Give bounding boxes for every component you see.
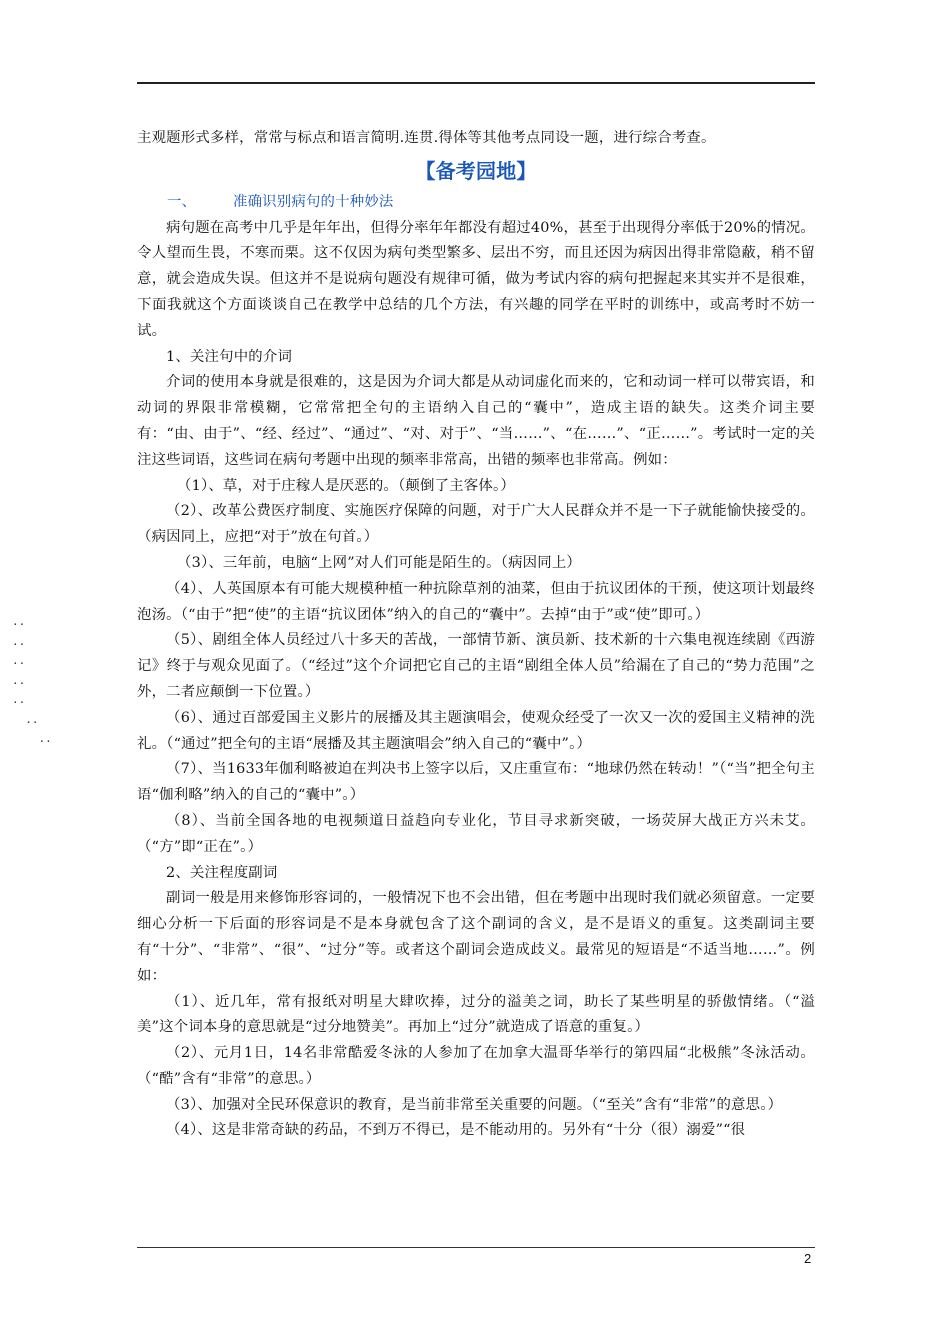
margin-mark: .. bbox=[12, 634, 26, 648]
example-item: （4）、人英国原本有可能大规模种植一种抗除草剂的油菜，但由于抗议团体的干预，使这项计划最终泡汤。（“由于”把“使”的主语“抗议团体”纳入的自己的“囊中”。去掉“由于”或“使”即可。） bbox=[137, 580, 815, 623]
example-item: （8）、当前全国各地的电视频道日益趋向专业化，节目寻求新突破，一场荧屏大战正方兴未艾。（“方”即“正在”。） bbox=[137, 812, 815, 855]
example-item: （2）、改革公费医疗制度、实施医疗保障的问题，对于广大人民群众并不是一下子就能愉快接受的。（病因同上，应把“对于”放在句首。） bbox=[137, 503, 815, 546]
example-item: （1）、草，对于庄稼人是厌恶的。（颠倒了主客体。） bbox=[177, 477, 515, 494]
subsection-title: 准确识别病句的十种妙法 bbox=[233, 193, 394, 210]
example-item: （2）、元月1日，14名非常酷爱冬泳的人参加了在加拿大温哥华举行的第四届“北极熊”冬泳活动。（“酷”含有“非常”的意思。） bbox=[137, 1045, 815, 1087]
header-rule bbox=[137, 82, 815, 84]
method-title: 1、关注句中的介词 bbox=[166, 348, 293, 365]
margin-mark: .. bbox=[12, 654, 26, 667]
intro-line: 主观题形式多样，常常与标点和语言简明.连贯.得体等其他考点同设一题，进行综合考查。 bbox=[137, 130, 716, 146]
opening-paragraph: 病句题在高考中几乎是年年出，但得分率年年都没有超过40%，甚至于出现得分率低于20%的情况。令人望而生畏，不寒而栗。这不仅因为病句类型繁多、层出不穷，而且还因为病因出得非常隐蔽，稍不留意，就会造成失误。但这并不是说病句题没有规律可循，做为考试内容的病句把握起来其实并不是很难，下面我就这个方面谈谈自己在教学中总结的几个方法，有兴趣的同学在平时的训练中，或高考时不妨一试。 bbox=[137, 219, 815, 339]
method-body: 副词一般是用来修饰形容词的，一般情况下也不会出错，但在考题中出现时我们就必须留意。一定要细心分析一下后面的形容词是不是本身就包含了这个副词的含义，是不是语义的重复。这类副词主要有“十分”、“非常”、“很”、“过分”等。或者这个副词会造成歧义。最常见的短语是“不适当地……”。例如： bbox=[137, 890, 815, 984]
section-title: 【备考园地】 bbox=[415, 158, 537, 183]
footer-rule bbox=[137, 1247, 815, 1248]
margin-mark: .. bbox=[12, 615, 26, 628]
margin-mark: .. bbox=[12, 693, 26, 706]
margin-mark: .. bbox=[12, 673, 26, 687]
margin-mark: .. bbox=[12, 732, 52, 745]
margin-marks bbox=[12, 612, 52, 749]
subsection-heading bbox=[137, 190, 815, 216]
example-item: （3）、加强对全民环保意识的教育，是当前非常至关重要的问题。（“至关”含有“非常”的意思。） bbox=[166, 1096, 783, 1113]
example-item: （6）、通过百部爱国主义影片的展播及其主题演唱会，使观众经受了一次又一次的爱国主义精神的洗礼。（“通过”把全句的主语“展播及其主题演唱会”纳入自己的“囊中”。） bbox=[137, 709, 815, 752]
method-body: 介词的使用本身就是很难的，这是因为介词大都是从动词虚化而来的，它和动词一样可以带宾语，和动词的界限非常模糊，它常常把全句的主语纳入自己的“囊中”，造成主语的缺失。这类介词主要有：“由、由于”、“经、经过”、“通过”、“对、对于”、“当……”、“在……”、“正……”。考试时一定的关注这些词语，这些词在病句考题中出现的频率非常高，出错的频率也非常高。例如： bbox=[137, 374, 815, 468]
page-number: 2 bbox=[804, 1251, 812, 1266]
subsection-number: 一、 bbox=[167, 193, 197, 210]
example-item: （1）、近几年，常有报纸对明星大肆吹捧，过分的溢美之词，助长了某些明星的骄傲情绪。（“溢美”这个词本身的意思就是“过分地赞美”。再加上“过分”就造成了语意的重复。） bbox=[137, 993, 815, 1036]
margin-mark: .. bbox=[12, 712, 39, 726]
example-item: （7）、当1633年伽利略被迫在判决书上签字以后，又庄重宣布：“地球仍然在转动！”（“当”把全句主语“伽利略”纳入的自己的“囊中”。） bbox=[137, 761, 815, 804]
method-title: 2、关注程度副词 bbox=[166, 864, 278, 881]
example-item: （4）、这是非常奇缺的药品，不到万不得已，是不能动用的。另外有“十分（很）溺爱”“很 bbox=[166, 1122, 746, 1139]
example-item: （3）、三年前，电脑“上网”对人们可能是陌生的。（病因同上） bbox=[177, 554, 582, 571]
document-body bbox=[137, 126, 815, 1144]
example-item: （5）、剧组全体人员经过八十多天的苦战，一部情节新、演员新、技术新的十六集电视连续剧《西游记》终于与观众见面了。（“经过”这个介词把它自己的主语“剧组全体人员”给漏在了自己的“势力范围”之外，二者应颠倒一下位置。） bbox=[137, 632, 815, 700]
